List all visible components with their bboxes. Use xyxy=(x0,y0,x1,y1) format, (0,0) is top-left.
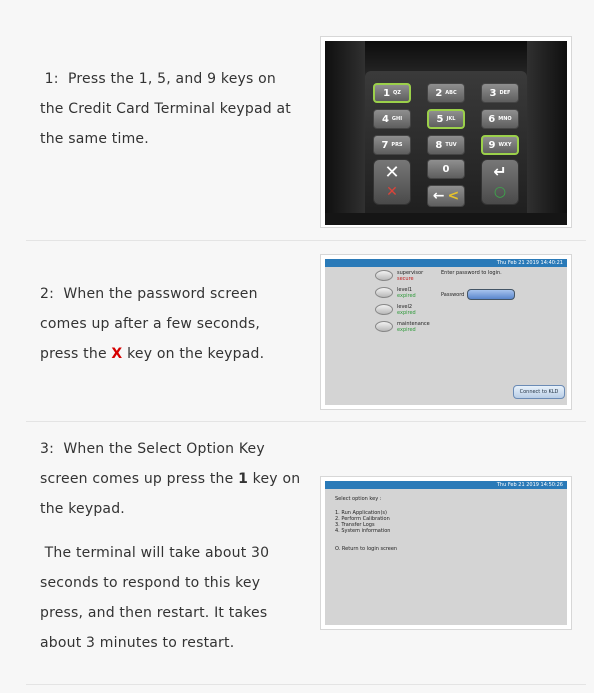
step-instruction: When the password screen comes up after a few seconds, press the xyxy=(40,286,260,362)
cancel-x-icon: ✕ xyxy=(386,184,398,200)
radio-button[interactable] xyxy=(375,321,393,332)
step-number: 2: xyxy=(40,286,55,302)
key-highlight: 1 xyxy=(238,471,249,487)
keypad-photo-frame xyxy=(320,36,572,228)
return-option: O. Return to login screen xyxy=(335,546,398,552)
user-name: level1 xyxy=(397,287,413,293)
keypad-key-4: 4 GHI xyxy=(373,109,411,129)
option-item: 1. Run Application(s) xyxy=(335,510,387,516)
restart-note: The terminal will take about 30 seconds to respond to this key press, and then restart. It takes about 3 minutes to restart. xyxy=(40,545,270,651)
radio-button[interactable] xyxy=(375,304,393,315)
user-option-level2[interactable] xyxy=(375,304,416,316)
step-number: 1: xyxy=(44,71,59,87)
step-instruction-end: key on the keypad. xyxy=(40,471,301,517)
option-screen-frame xyxy=(320,476,572,630)
option-item: 3. Transfer Logs xyxy=(335,522,375,528)
keypad-key-5: 5 JKL xyxy=(427,109,465,129)
enter-circle-icon: ○ xyxy=(493,184,507,200)
step-3-text xyxy=(40,434,302,658)
radio-button[interactable] xyxy=(375,270,393,281)
option-item: 4. System information xyxy=(335,528,391,534)
step-3-section xyxy=(26,434,586,674)
section-divider xyxy=(26,684,586,685)
backspace-arrow-icon: ← xyxy=(432,188,445,204)
user-name: level2 xyxy=(397,304,413,310)
login-prompt: Enter password to login. xyxy=(441,270,502,276)
user-option-level1[interactable] xyxy=(375,287,416,299)
step-instruction-end: key on the keypad. xyxy=(122,346,265,362)
screen-datetime: Thu Feb 21 2019 14:50:26 xyxy=(325,481,567,489)
keypad-photo xyxy=(325,41,567,225)
login-screen-frame xyxy=(320,254,572,410)
step-1-text xyxy=(40,64,302,154)
step-instruction: Press the 1, 5, and 9 keys on the Credit Card Terminal keypad at the same time. xyxy=(40,71,291,147)
radio-button[interactable] xyxy=(375,287,393,298)
step-number: 3: xyxy=(40,441,55,457)
return-arrow-icon: ↵ xyxy=(493,162,507,181)
x-icon: ✕ xyxy=(384,162,400,183)
keypad-key-9: 9 WXY xyxy=(481,135,519,155)
option-screen xyxy=(325,481,567,625)
option-item: 2. Perform Calibration xyxy=(335,516,390,522)
clear-key xyxy=(427,185,465,207)
password-label: Password xyxy=(441,292,465,298)
login-screen xyxy=(325,259,567,405)
option-title: Select option key : xyxy=(335,496,382,502)
section-divider xyxy=(26,240,586,241)
keypad-key-6: 6 MNO xyxy=(481,109,519,129)
cancel-key xyxy=(373,159,411,205)
section-divider xyxy=(26,421,586,422)
screen-datetime: Thu Feb 21 2019 14:40:21 xyxy=(325,259,567,267)
zero-key: 0 xyxy=(427,159,465,179)
keypad-key-3: 3 DEF xyxy=(481,83,519,103)
step-instruction: When the Select Option Key screen comes up press the xyxy=(40,441,265,487)
keypad-key-7: 7 PRS xyxy=(373,135,411,155)
keypad-key-1: 1 QZ xyxy=(373,83,411,103)
user-status: secure xyxy=(397,276,414,282)
connect-kld-button[interactable]: Connect to KLD xyxy=(513,385,565,399)
step-2-text xyxy=(40,279,302,369)
clear-chevron-icon: < xyxy=(447,188,460,204)
user-name: maintenance xyxy=(397,321,430,327)
password-field[interactable] xyxy=(467,289,515,300)
keypad-key-8: 8 TUV xyxy=(427,135,465,155)
user-name: supervisor xyxy=(397,270,424,276)
user-option-supervisor[interactable] xyxy=(375,270,423,282)
step-1-section xyxy=(26,36,586,228)
user-option-maintenance[interactable] xyxy=(375,321,430,333)
user-status: expired xyxy=(397,327,416,333)
keypad-key-2: 2 ABC xyxy=(427,83,465,103)
step-2-section xyxy=(26,254,586,410)
user-status: expired xyxy=(397,310,416,316)
key-highlight: X xyxy=(111,346,123,362)
enter-key xyxy=(481,159,519,205)
user-status: expired xyxy=(397,293,416,299)
